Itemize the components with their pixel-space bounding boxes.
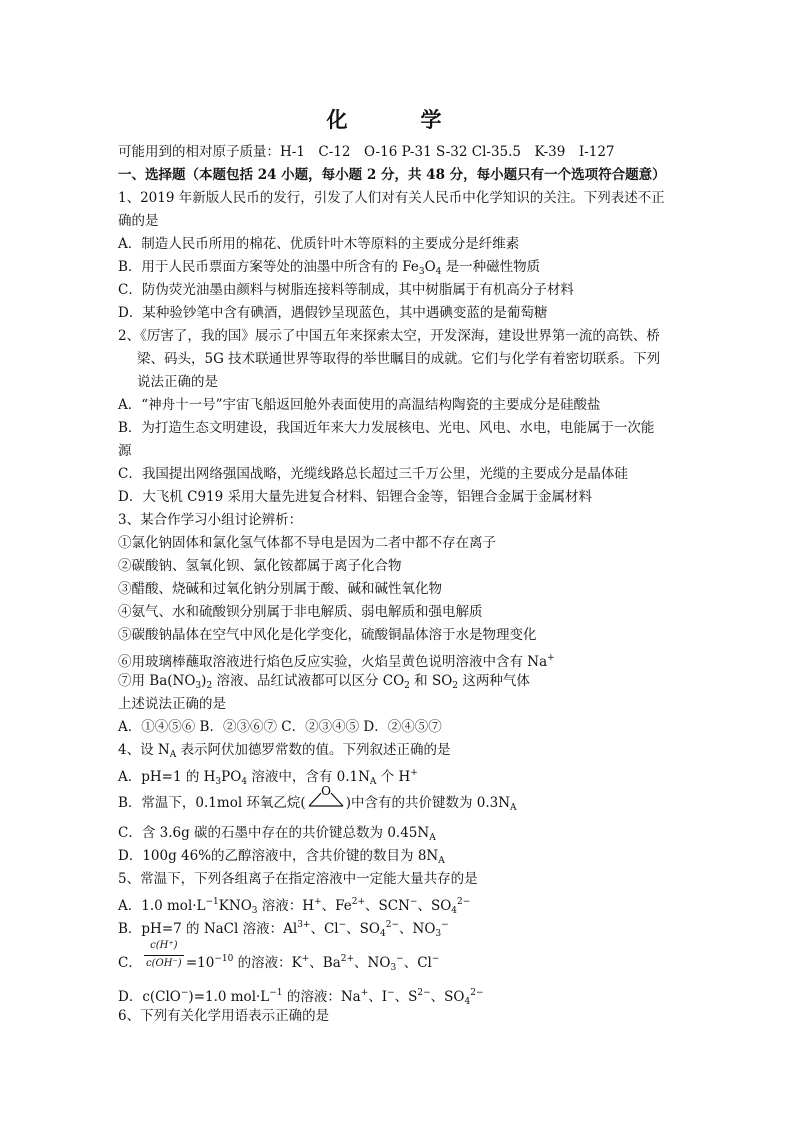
q4-stem-sub: A xyxy=(169,750,177,760)
q1-b-mid: O xyxy=(424,259,436,275)
q2-option-a: A．“神舟十一号”宇宙飞船返回舱外表面使用的高温结构陶瓷的主要成分是硅酸盐 xyxy=(118,397,601,413)
q5-stem: 5、常温下，下列各组离子在指定溶液中一定能大量共存的是 xyxy=(118,871,478,887)
q5-c-sup2: 2+ xyxy=(340,954,355,964)
q3-s7-sub: 3 xyxy=(195,681,202,691)
q4-b-post: )中含有的共价键数为 0.3N xyxy=(345,795,511,811)
q4-a-sub3: A xyxy=(369,777,377,787)
q5-d-post3: 、S xyxy=(394,989,418,1005)
q5-c-sup4: − xyxy=(431,954,440,964)
q3-statement-1: ①氯化钠固体和氯化氢气体都不导电是因为二者中都不存在离子 xyxy=(118,535,496,551)
q3-statement-5: ⑤碳酸钠晶体在空气中风化是化学变化，硫酸铜晶体溶于水是物理变化 xyxy=(118,627,537,643)
q5-a-sup3: 2+ xyxy=(351,897,366,907)
q5-c-exp: −10 xyxy=(214,954,234,964)
q5-c-label: C． xyxy=(118,955,142,971)
q3-s7-sub2: 2 xyxy=(206,681,213,691)
q3-statement-3: ③醋酸、烧碱和过氧化钠分别属于酸、碱和碱性氧化物 xyxy=(118,581,442,597)
q5-c-sup3: − xyxy=(396,954,404,964)
q3-s6-sup: + xyxy=(547,653,555,663)
q3-s7-a: ⑦用 Ba(NO xyxy=(118,673,196,689)
q4-a-sub1: 3 xyxy=(215,777,222,787)
q3-s7-d: 和 SO xyxy=(409,673,453,689)
q5-c-post1: 、Ba xyxy=(309,955,341,971)
q2-stem-line2: 梁、码头，5G 技术联通世界等取得的举世瞩目的成就。它们与化学有着密切联系。下列 xyxy=(137,351,661,367)
q5-a-pre: A．1.0 mol·L xyxy=(118,898,206,914)
q5-b-post1: 、Cl xyxy=(310,921,339,937)
q4-a-mid: PO xyxy=(221,769,242,785)
q4-option-a xyxy=(118,762,418,793)
q1-b-post: 是一种磁性物质 xyxy=(441,259,541,275)
q1-stem-line1: 1、2019 年新版人民币的发行，引发了人们对有关人民币中化学知识的关注。下列表述不正 xyxy=(118,190,665,206)
q3-s7-sub3: 2 xyxy=(404,681,410,691)
q5-c-fraction xyxy=(142,940,186,970)
q6-stem: 6、下列有关化学用语表示正确的是 xyxy=(118,1008,330,1024)
q4-d-sub: A xyxy=(438,856,445,866)
q5-c-post: 的溶液：K xyxy=(233,955,302,971)
q5-option-c xyxy=(118,940,440,979)
q5-d-sup3: − xyxy=(387,988,395,998)
q5-a-post: 溶液：H xyxy=(257,898,315,914)
ring-oxygen-atom: O xyxy=(320,784,331,798)
q3-statement-4: ④氨气、水和硫酸钡分别属于非电解质、弱电解质和强电解质 xyxy=(118,604,483,620)
q4-c-sub: A xyxy=(429,833,436,843)
q5-d-pre: D．c(ClO xyxy=(118,989,181,1005)
q4-a-mid3: 个 H xyxy=(376,769,411,785)
fraction-denominator: c(OH⁻) xyxy=(146,958,182,969)
q4-stem-pre: 4、设 N xyxy=(118,742,170,758)
q5-c-eq: =10 xyxy=(185,955,215,971)
q1-option-c: C．防伪荧光油墨由颜料与树脂连接料等制成，其中树脂属于有机高分子材料 xyxy=(118,282,574,298)
epoxide-ring-structure xyxy=(306,784,346,814)
q3-s7-b: ) xyxy=(201,673,207,689)
ring-bond-co-right xyxy=(331,793,343,806)
q3-options: A．①④⑤⑥ B．②③⑥⑦ C．②③④⑤ D．②④⑤⑦ xyxy=(118,719,442,735)
q5-d-post: 的溶液：Na xyxy=(282,989,361,1005)
q5-a-post2: 、Fe xyxy=(321,898,352,914)
q4-b-sub: A xyxy=(510,803,517,813)
q1-b-sub2: 4 xyxy=(435,267,442,277)
q2-stem-line3: 说法正确的是 xyxy=(137,374,218,390)
q3-s7-sub4: 2 xyxy=(452,681,459,691)
q5-d-post4: 、SO xyxy=(430,989,465,1005)
q5-c-sub3: 3 xyxy=(390,963,397,973)
q3-s6-text: ⑥用玻璃棒蘸取溶液进行焰色反应实验，火焰呈黄色说明溶液中含有 Na xyxy=(118,654,548,670)
q5-d-sup0: − xyxy=(180,988,189,998)
atomic-masses-line: 可能用到的相对原子质量：H-1 C-12 O-16 P-31 S-32 Cl-35.5 K-39 I-127 xyxy=(118,144,615,160)
epoxide-ring-svg xyxy=(306,782,346,810)
q5-d-sup4: 2− xyxy=(417,988,431,998)
q5-a-sup5: 2− xyxy=(457,897,471,907)
q2-option-b-line1: B．为打造生态文明建设，我国近年来大力发展核电、光电、风电、水电，电能属于一次能 xyxy=(118,420,655,436)
q3-conclusion: 上述说法正确的是 xyxy=(118,696,226,712)
q5-d-sup5: 2− xyxy=(470,988,484,998)
q3-s7-e: 这两种气体 xyxy=(458,673,530,689)
q5-d-sub5: 4 xyxy=(464,997,471,1007)
q5-b-sup3: 2− xyxy=(385,920,400,930)
q5-d-sup2: + xyxy=(360,988,369,998)
q2-stem-line1: 2、《厉害了，我的国》展示了中国五年来探索太空，开发深海，建设世界第一流的高铁、桥 xyxy=(118,328,660,344)
q4-option-b xyxy=(118,784,517,819)
q1-stem-line2: 确的是 xyxy=(118,213,159,229)
q5-c-post3: 、Cl xyxy=(403,955,432,971)
q4-b-pre: B．常温下，0.1mol 环氧乙烷( xyxy=(118,795,306,811)
q4-stem-post: 表示阿伏加德罗常数的值。下列叙述正确的是 xyxy=(176,742,451,758)
q2-option-b-line2: 源 xyxy=(118,443,132,459)
q5-b-sub4: 3 xyxy=(435,929,442,939)
q5-b-sup4: − xyxy=(441,920,449,930)
q5-d-sup1: −1 xyxy=(269,988,283,998)
q2-option-d: D．大飞机 C919 采用大量先进复合材料、铝锂合金等，铝锂合金属于金属材料 xyxy=(118,489,593,505)
q5-c-post2: 、NO xyxy=(354,955,391,971)
q4-a-pre: A．pH=1 的 H xyxy=(118,769,216,785)
fraction-numerator: c(H⁺) xyxy=(150,940,178,951)
q5-d-mid: )=1.0 mol·L xyxy=(188,989,270,1005)
q5-b-pre: B．pH=7 的 NaCl 溶液：Al xyxy=(118,921,298,937)
ring-bond-co-left xyxy=(309,793,321,806)
section-heading: 一、选择题（本题包括 24 小题，每小题 2 分，共 48 分，每小题只有一个选项符合题意） xyxy=(118,167,666,183)
q5-a-sup1: −1 xyxy=(205,897,219,907)
q3-stem: 3、某合作学习小组讨论辨析： xyxy=(118,512,303,528)
fraction-bar xyxy=(144,955,184,956)
q5-a-post3: 、SCN xyxy=(365,898,410,914)
q5-b-sup1: 3+ xyxy=(297,920,311,930)
q5-d-post2: 、I xyxy=(368,989,388,1005)
page-title: 化 学 xyxy=(326,107,468,132)
q5-a-sub5: 4 xyxy=(451,906,458,916)
q1-b-sub1: 3 xyxy=(418,267,425,277)
q5-b-sub3: 4 xyxy=(380,929,386,939)
q1-option-a: A．制造人民币所用的棉花、优质针叶木等原料的主要成分是纤维素 xyxy=(118,236,520,252)
q1-option-d: D．某种验钞笔中含有碘酒，遇假钞呈现蓝色，其中遇碘变蓝的是葡萄糖 xyxy=(118,305,548,321)
q5-a-mid: KNO xyxy=(218,898,252,914)
q5-a-sub: 3 xyxy=(251,906,258,916)
q5-b-sup2: − xyxy=(338,920,347,930)
q5-a-post4: 、SO xyxy=(417,898,452,914)
q3-statement-2: ②碳酸钠、氢氧化钡、氯化铵都属于离子化合物 xyxy=(118,558,402,574)
q4-a-mid2: 溶液中，含有 0.1N xyxy=(247,769,370,785)
q4-a-sup: + xyxy=(410,768,418,778)
q3-s7-c: 溶液、品红试液都可以区分 CO xyxy=(212,673,405,689)
q5-c-sup1: + xyxy=(301,954,310,964)
q2-option-c: C．我国提出网络强国战略，光缆线路总长超过三千万公里，光缆的主要成分是晶体硅 xyxy=(118,466,628,482)
q5-a-sup2: + xyxy=(314,897,322,907)
q4-d-pre: D．100g 46%的乙醇溶液中，含共价键的数目为 8N xyxy=(118,848,439,864)
q5-b-post3: 、NO xyxy=(399,921,436,937)
q5-b-post2: 、SO xyxy=(346,921,380,937)
q4-c-pre: C．含 3.6g 碳的石墨中存在的共价键总数为 0.45N xyxy=(118,825,430,841)
q5-a-sup4: − xyxy=(409,897,418,907)
q1-b-text: B．用于人民币票面方案等处的油墨中所含有的 Fe xyxy=(118,259,419,275)
q4-a-sub2: 4 xyxy=(241,777,248,787)
